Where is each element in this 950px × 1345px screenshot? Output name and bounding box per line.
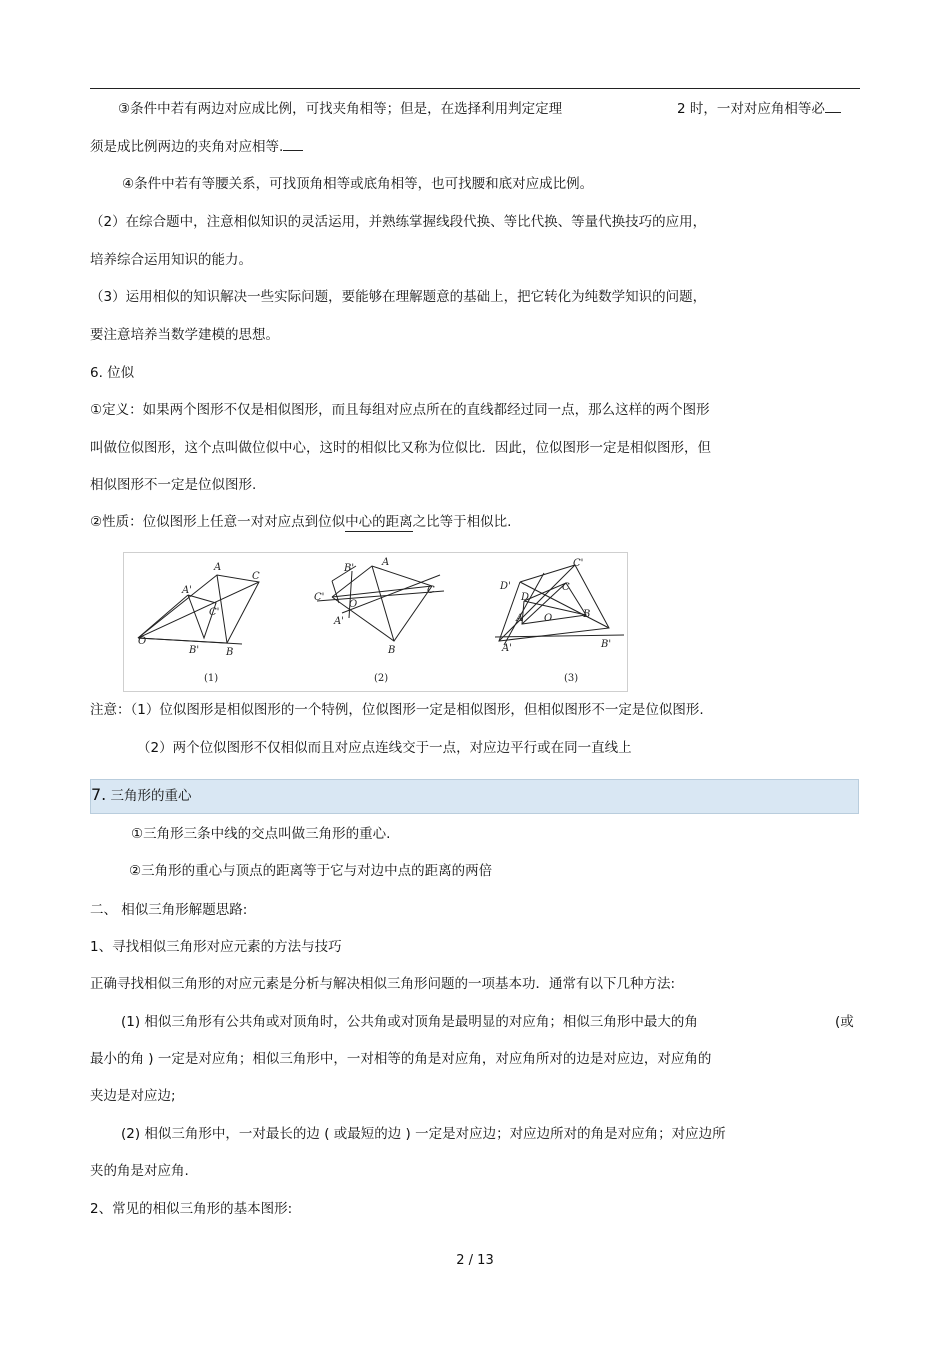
- header-rule: [90, 88, 860, 89]
- section-heading-7: [90, 779, 859, 814]
- caption-3: (3): [564, 673, 579, 684]
- label-A-prime-2: A': [334, 616, 344, 627]
- text-line-20b: (或: [835, 1014, 854, 1030]
- heading-number: 7.: [91, 785, 107, 804]
- label-D-3: D: [521, 592, 530, 603]
- label-B-prime-2: B': [344, 563, 355, 574]
- underline-blank: [825, 102, 841, 113]
- label-B-prime-1: B': [189, 645, 200, 656]
- text-line-21: 最小的角 ) 一定是对应角；相似三角形中，一对相等的角是对应角，对应角所对的边是对应边，对应角的: [90, 1051, 712, 1067]
- label-B-2: B: [388, 645, 396, 656]
- label-C-2: C: [427, 585, 435, 596]
- label-A-3: A: [516, 613, 524, 624]
- text-fragment: ②性质：位似图形上任意一对对应点到位似: [90, 514, 346, 530]
- label-O-1: O: [138, 636, 147, 647]
- label-A-2: A: [382, 557, 390, 568]
- text-line-5: 培养综合运用知识的能力。: [90, 252, 252, 268]
- note-line-1: 注意：（1）位似图形是相似图形的一个特例，位似图形一定是相似图形，但相似图形不一定是位似图形.: [90, 702, 704, 718]
- label-O-3: O: [544, 613, 553, 624]
- label-D-prime-3: D': [500, 581, 511, 592]
- label-A-prime-3: A': [502, 643, 512, 654]
- heading-7-text: [91, 786, 192, 805]
- label-C-3: C: [562, 582, 570, 593]
- text-line-25: 2、常见的相似三角形的基本图形:: [90, 1201, 293, 1217]
- label-B-prime-3: B': [601, 639, 612, 650]
- text-line-2: [90, 138, 303, 156]
- caption-2: (2): [374, 673, 389, 684]
- underline-blank: [283, 140, 303, 151]
- text-line-12: [90, 513, 511, 531]
- text-line-1b: [677, 100, 841, 118]
- text-line-16: ②三角形的重心与顶点的距离等于它与对边中点的距离的两倍: [129, 863, 493, 879]
- page-number: 2 / 13: [456, 1253, 494, 1268]
- label-C-prime-3: C': [573, 558, 584, 569]
- homothety-diagram: [124, 553, 627, 691]
- text-line-1: [118, 100, 562, 118]
- text-fragment: 之比等于相似比.: [412, 514, 512, 530]
- label-C-prime-1: C': [209, 607, 220, 618]
- text-line-20: (1) 相似三角形有公共角或对顶角时，公共角或对顶角是最明显的对应角；相似三角形中最大的角: [121, 1014, 698, 1030]
- text-fragment: ③条件中若有两边对应成比例，可找夹角相等；但是，在选择利用判定定理: [118, 101, 563, 117]
- heading-title: 三角形的重心: [106, 788, 192, 804]
- text-line-15: ①三角形三条中线的交点叫做三角形的重心.: [131, 826, 391, 842]
- label-O-2: O: [349, 599, 358, 610]
- text-line-18: 1、寻找相似三角形对应元素的方法与技巧: [90, 939, 342, 955]
- note-line-2: （2）两个位似图形不仅相似而且对应点连线交于一点，对应边平行或在同一直线上: [137, 740, 632, 756]
- label-C-1: C: [252, 571, 260, 582]
- text-line-23: (2) 相似三角形中，一对最长的边 ( 或最短的边 ) 一定是对应边；对应边所对的角是对应角；对应边所: [121, 1126, 726, 1142]
- text-line-6: （3）运用相似的知识解决一些实际问题，要能够在理解题意的基础上，把它转化为纯数学知识的问题，: [90, 289, 707, 305]
- label-A-1: A: [214, 562, 222, 573]
- text-fragment: 须是成比例两边的夹角对应相等.: [90, 139, 284, 155]
- label-B-1: B: [226, 647, 234, 658]
- text-line-19: 正确寻找相似三角形的对应元素是分析与解决相似三角形问题的一项基本功．通常有以下几种方法:: [90, 976, 676, 992]
- text-line-4: （2）在综合题中，注意相似知识的灵活运用，并熟练掌握线段代换、等比代换、等量代换技巧的应用，: [90, 214, 707, 230]
- homothety-figure: [123, 552, 628, 692]
- text-line-3: ④条件中若有等腰关系，可找顶角相等或底角相等，也可找腰和底对应成比例。: [122, 176, 594, 192]
- text-fragment: 2 时，一对对应角相等必: [677, 101, 825, 117]
- caption-1: (1): [204, 673, 219, 684]
- text-line-24: 夹的角是对应角.: [90, 1163, 189, 1179]
- underlined-text: 中心的距离: [345, 514, 413, 530]
- section-title-2: 二、 相似三角形解题思路:: [90, 902, 248, 918]
- text-line-11: 相似图形不一定是位似图形.: [90, 477, 257, 493]
- label-B-3: B: [583, 609, 591, 620]
- text-line-7: 要注意培养当数学建模的思想。: [90, 327, 279, 343]
- label-C-prime-2: C': [314, 592, 325, 603]
- text-line-10: 叫做位似图形，这个点叫做位似中心，这时的相似比又称为位似比．因此，位似图形一定是相似图形，但: [90, 440, 711, 456]
- text-line-22: 夹边是对应边;: [90, 1088, 176, 1104]
- label-A-prime-1: A': [182, 585, 192, 596]
- text-line-9: ①定义：如果两个图形不仅是相似图形，而且每组对应点所在的直线都经过同一点，那么这样的两个图形: [90, 402, 710, 418]
- section-title-6: 6. 位似: [90, 365, 135, 381]
